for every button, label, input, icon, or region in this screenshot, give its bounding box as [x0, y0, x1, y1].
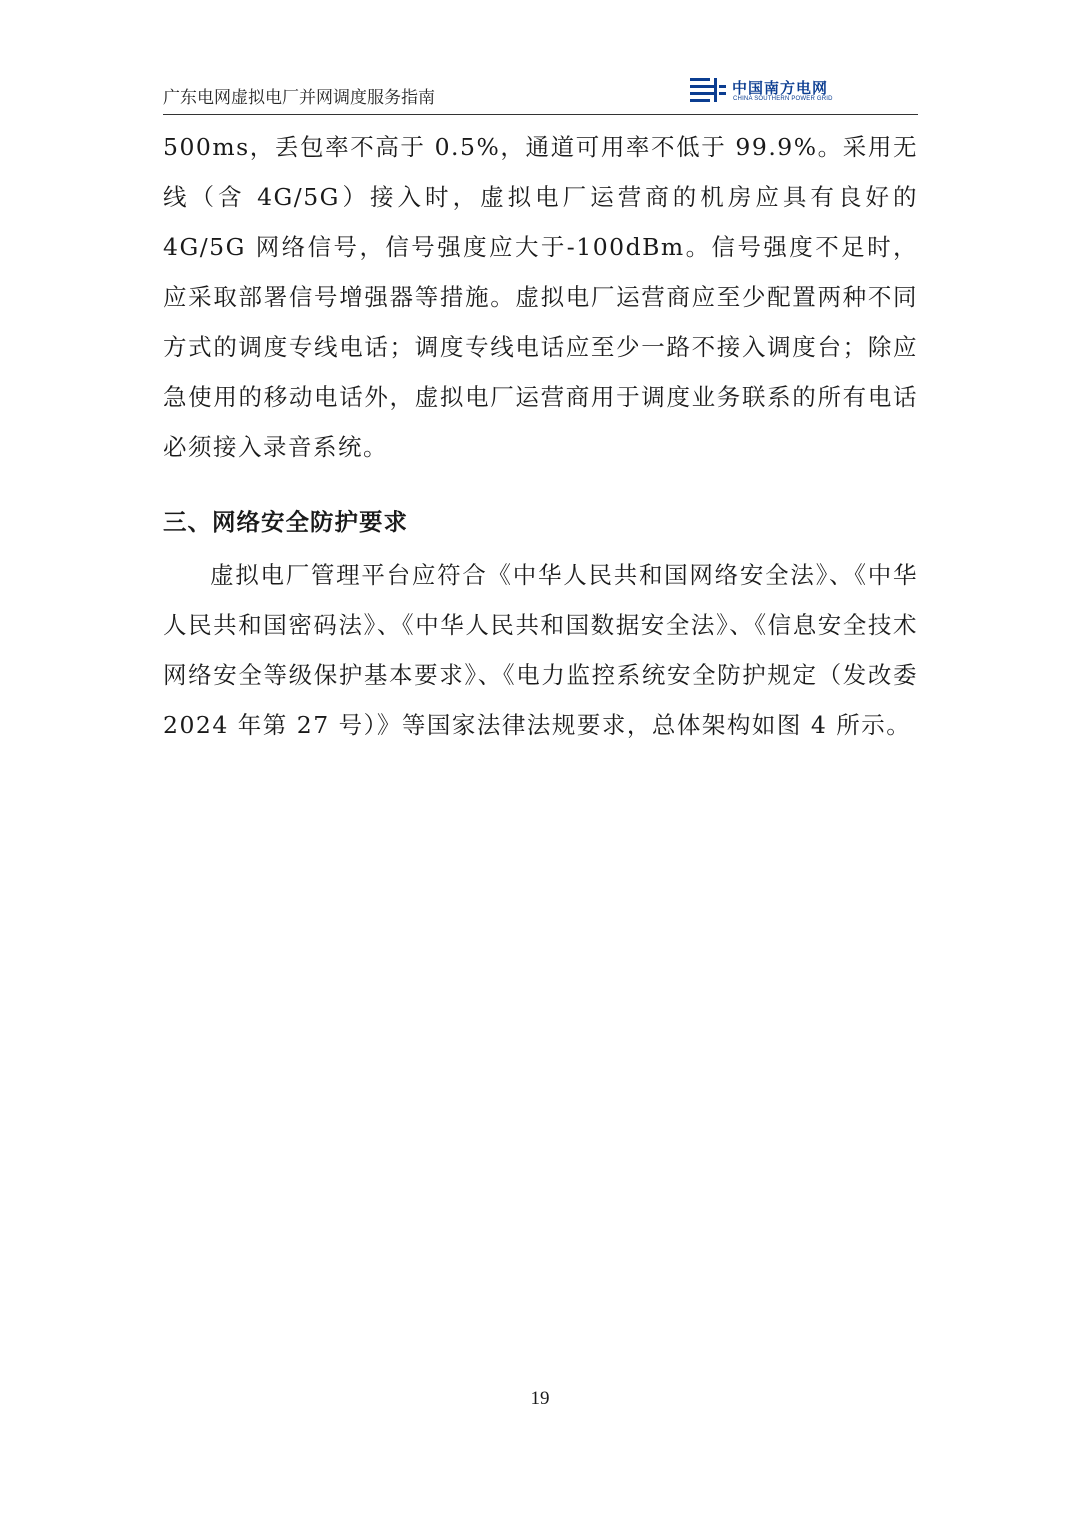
page-body — [163, 122, 918, 750]
csg-logo-icon — [690, 76, 728, 106]
page-header — [163, 72, 918, 112]
logo-text-cn: 中国南方电网 — [732, 79, 829, 97]
logo-text-en: CHINA SOUTHERN POWER GRID — [733, 96, 833, 102]
header-divider — [163, 114, 918, 115]
paragraph-continuation: 500ms，丢包率不高于 0.5%，通道可用率不低于 99.9%。采用无线（含 4G/5G）接入时，虚拟电厂运营商的机房应具有良好的 4G/5G 网络信号，信号强度应大于-100dBm。信号强度不足时，应采取部署信号增强器等措施。虚拟电厂运营商应至少配置两种不同方式的调度专线电话；调度专线电话应至少一路不接入调度台；除应急使用的移动电话外，虚拟电厂运营商用于调度业务联系的所有电话必须接入录音系统。 — [163, 133, 918, 461]
section-heading: 三、网络安全防护要求 — [163, 508, 408, 536]
paragraph-network-security: 虚拟电厂管理平台应符合《中华人民共和国网络安全法》、《中华人民共和国密码法》、《中华人民共和国数据安全法》、《信息安全技术网络安全等级保护基本要求》、《电力监控系统安全防护规定（发改委 2024 年第 27 号）》等国家法律法规要求，总体架构如图 4 所示。 — [163, 561, 918, 739]
csg-logo — [690, 76, 840, 106]
page-number: 19 — [530, 1388, 550, 1409]
document-title: 广东电网虚拟电厂并网调度服务指南 — [163, 88, 435, 108]
